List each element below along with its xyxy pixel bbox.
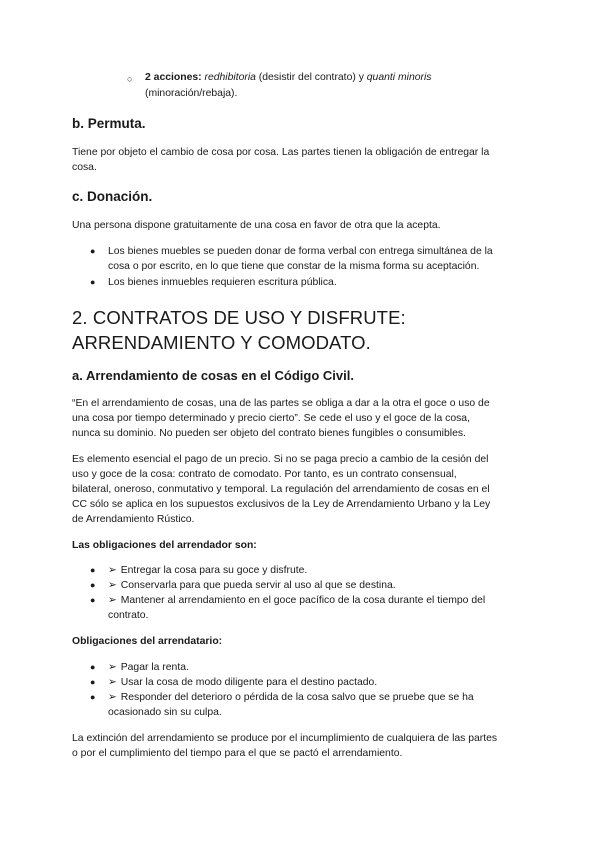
arrendatario-item-text: Responder del deterioro o pérdida de la cosa salvo que se pruebe que se ha [120,692,474,703]
arrendador-item-text: Entregar la cosa para su goce y disfrute. [120,565,308,576]
section2-title-line: ARRENDAMIENTO Y COMODATO. [72,332,371,353]
bullet-dot: ● [90,246,96,256]
arrendador-item [108,578,396,593]
arrendador-heading: Las obligaciones del arrendador son: [72,540,257,551]
arrendador-item [108,563,307,578]
donacion-bullet-line: Los bienes muebles se pueden donar de forma verbal con entrega simultánea de la [108,246,493,257]
arrendamiento-para1-line: una cosa por tiempo determinado y precio cierto”. Se cede el uso y el goce de la cosa, [72,413,470,424]
bullet-dot: ● [90,277,96,287]
arrow-icon: ➢ [108,565,117,576]
arrendatario-item-text: Pagar la renta. [120,662,189,673]
arrow-icon: ➢ [108,595,117,606]
donacion-bullet-line: Los bienes inmuebles requieren escritura pública. [108,277,337,288]
arrendatario-item [108,660,189,675]
arrendatario-item-text: Usar la cosa de modo diligente para el destino pactado. [120,677,378,688]
acciones-tail: (minoración/rebaja). [145,88,238,99]
circle-bullet: ○ [127,74,133,84]
arrendamiento-para2-line: Es elemento esencial el pago de un precio. Si no se paga precio a cambio de la cesión del [72,454,489,465]
arrendamiento-para2-line: uso y goce de la cosa: contrato de comodato. Por tanto, es un contrato consensual, [72,469,457,480]
arrendamiento-para1-line: “En el arrendamiento de cosas, una de las partes se obliga a dar a la otra el goce o uso de [72,398,490,409]
permuta-heading: b. Permuta. [72,116,146,131]
donacion-paragraph: Una persona dispone gratuitamente de una cosa en favor de otra que la acepta. [72,220,441,231]
extincion-para-line: o por el cumplimiento del tiempo para el que se pactó el arrendamiento. [72,748,403,759]
acciones-middle: (desistir del contrato) y [255,72,367,83]
arrendador-item-text: Conservarla para que pueda servir al uso al que se destina. [120,580,396,591]
permuta-paragraph-line: Tiene por objeto el cambio de cosa por cosa. Las partes tienen la obligación de entregar la [72,147,490,158]
arrendatario-item-continuation: ocasionado sin su culpa. [108,707,222,718]
redhibitoria-term: redhibitoria [204,72,256,83]
acciones-label: 2 acciones: [145,72,202,83]
bullet-dot: ● [90,565,96,575]
arrow-icon: ➢ [108,580,117,591]
extincion-para-line: La extinción del arrendamiento se produce por el incumplimiento de cualquiera de las partes [72,733,498,744]
arrendamiento-para2-line: bilateral, oneroso, conmutativo y temporal. La regulación del arrendamiento de cosas en el [72,484,490,495]
arrendamiento-heading: a. Arrendamiento de cosas en el Código Civil. [72,368,354,383]
arrendatario-item [108,690,474,705]
arrendador-item-continuation: contrato. [108,610,149,621]
acciones-item [145,70,565,85]
donacion-heading: c. Donación. [72,189,153,204]
arrow-icon: ➢ [108,677,117,688]
bullet-dot: ● [90,595,96,605]
permuta-paragraph-line: cosa. [72,162,97,173]
arrendador-item-text: Mantener al arrendamiento en el goce pacífico de la cosa durante el tiempo del [120,595,486,606]
bullet-dot: ● [90,692,96,702]
bullet-dot: ● [90,662,96,672]
donacion-bullet-line: cosa o por escrito, en lo que tiene que constar de la misma forma su aceptación. [108,261,480,272]
arrendador-item [108,593,485,608]
section2-title-line: 2. CONTRATOS DE USO Y DISFRUTE: [72,307,406,328]
arrendatario-heading: Obligaciones del arrendatario: [72,636,223,647]
arrendamiento-para2-line: CC sólo se aplica en los supuestos exclusivos de la Ley de Arrendamiento Urbano y la Ley [72,499,491,510]
quanti-minoris-term: quanti minoris [366,72,432,83]
bullet-dot: ● [90,580,96,590]
arrow-icon: ➢ [108,692,117,703]
arrendamiento-para1-line: nunca su dominio. No pueden ser objeto del contrato bienes fungibles o consumibles. [72,428,466,439]
bullet-dot: ● [90,677,96,687]
arrendatario-item [108,675,377,690]
arrendamiento-para2-line: de Arrendamiento Rústico. [72,514,195,525]
arrow-icon: ➢ [108,662,117,673]
